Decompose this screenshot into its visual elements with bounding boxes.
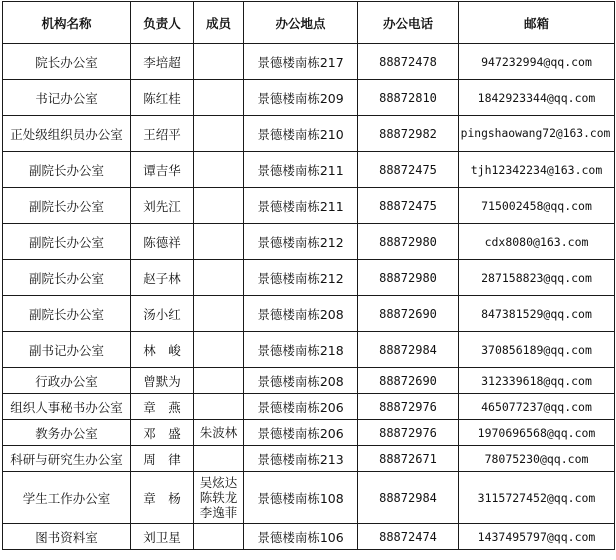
cell-location: 景德楼南栋208 <box>244 296 358 332</box>
cell-phone: 88872475 <box>358 188 459 224</box>
cell-location: 景德楼南栋206 <box>244 420 358 446</box>
cell-head: 刘先江 <box>131 188 194 224</box>
table-row <box>3 44 615 80</box>
cell-head: 陈红桂 <box>131 80 194 116</box>
cell-members <box>194 44 244 80</box>
cell-org: 学生工作办公室 <box>3 472 131 524</box>
header-row <box>3 2 615 44</box>
cell-org: 书记办公室 <box>3 80 131 116</box>
cell-members <box>194 80 244 116</box>
header-org: 机构名称 <box>3 2 131 44</box>
cell-members <box>194 260 244 296</box>
cell-members <box>194 332 244 368</box>
cell-email: 465077237@qq.com <box>459 394 615 420</box>
cell-location: 景德楼南栋208 <box>244 368 358 394</box>
cell-org: 副院长办公室 <box>3 296 131 332</box>
cell-org: 图书资料室 <box>3 524 131 550</box>
cell-location: 景德楼南栋212 <box>244 260 358 296</box>
cell-org: 正处级组织员办公室 <box>3 116 131 152</box>
cell-org: 院长办公室 <box>3 44 131 80</box>
cell-members <box>194 394 244 420</box>
cell-location: 景德楼南栋108 <box>244 472 358 524</box>
cell-location: 景德楼南栋106 <box>244 524 358 550</box>
cell-location: 景德楼南栋209 <box>244 80 358 116</box>
cell-head: 汤小红 <box>131 296 194 332</box>
cell-location: 景德楼南栋218 <box>244 332 358 368</box>
cell-head: 周 律 <box>131 446 194 472</box>
cell-head: 李培超 <box>131 44 194 80</box>
header-location: 办公地点 <box>244 2 358 44</box>
cell-email: 1842923344@qq.com <box>459 80 615 116</box>
cell-email: pingshaowang72@163.com <box>459 116 615 152</box>
table-row <box>3 394 615 420</box>
cell-email: 1970696568@qq.com <box>459 420 615 446</box>
cell-members <box>194 368 244 394</box>
cell-org: 副院长办公室 <box>3 188 131 224</box>
cell-phone: 88872478 <box>358 44 459 80</box>
cell-location: 景德楼南栋211 <box>244 152 358 188</box>
cell-phone: 88872690 <box>358 296 459 332</box>
cell-location: 景德楼南栋210 <box>244 116 358 152</box>
cell-head: 谭吉华 <box>131 152 194 188</box>
cell-org: 行政办公室 <box>3 368 131 394</box>
cell-phone: 88872475 <box>358 152 459 188</box>
member-name: 陈轶龙 <box>199 490 238 505</box>
cell-phone: 88872982 <box>358 116 459 152</box>
member-name: 朱波林 <box>199 425 238 440</box>
cell-location: 景德楼南栋213 <box>244 446 358 472</box>
cell-email: 1437495797@qq.com <box>459 524 615 550</box>
cell-email: 3115727452@qq.com <box>459 472 615 524</box>
cell-phone: 88872671 <box>358 446 459 472</box>
cell-members <box>194 296 244 332</box>
cell-members <box>194 152 244 188</box>
cell-org: 教务办公室 <box>3 420 131 446</box>
cell-head: 章 杨 <box>131 472 194 524</box>
cell-email: 947232994@qq.com <box>459 44 615 80</box>
cell-members <box>194 472 244 524</box>
cell-head: 刘卫星 <box>131 524 194 550</box>
header-phone: 办公电话 <box>358 2 459 44</box>
cell-phone: 88872810 <box>358 80 459 116</box>
cell-email: tjh12342234@163.com <box>459 152 615 188</box>
table-row <box>3 332 615 368</box>
cell-org: 组织人事秘书办公室 <box>3 394 131 420</box>
cell-members <box>194 446 244 472</box>
table-row <box>3 524 615 550</box>
table-row <box>3 420 615 446</box>
table-row <box>3 472 615 524</box>
cell-email: 312339618@qq.com <box>459 368 615 394</box>
table-row <box>3 152 615 188</box>
table-row <box>3 296 615 332</box>
cell-email: 78075230@qq.com <box>459 446 615 472</box>
cell-head: 曾默为 <box>131 368 194 394</box>
member-name: 吴炫达 <box>199 475 238 490</box>
table-row <box>3 80 615 116</box>
office-directory-table <box>2 1 615 550</box>
cell-phone: 88872690 <box>358 368 459 394</box>
cell-org: 副院长办公室 <box>3 224 131 260</box>
table-row <box>3 116 615 152</box>
cell-phone: 88872976 <box>358 420 459 446</box>
table-row <box>3 260 615 296</box>
cell-phone: 88872474 <box>358 524 459 550</box>
cell-members <box>194 188 244 224</box>
cell-location: 景德楼南栋206 <box>244 394 358 420</box>
cell-phone: 88872984 <box>358 472 459 524</box>
table-row <box>3 224 615 260</box>
cell-members <box>194 524 244 550</box>
table-row <box>3 368 615 394</box>
table-row <box>3 446 615 472</box>
cell-org: 科研与研究生办公室 <box>3 446 131 472</box>
cell-head: 邓 盛 <box>131 420 194 446</box>
cell-head: 林 峻 <box>131 332 194 368</box>
header-members: 成员 <box>194 2 244 44</box>
table-body <box>3 44 615 550</box>
cell-phone: 88872976 <box>358 394 459 420</box>
header-head: 负责人 <box>131 2 194 44</box>
cell-email: cdx8080@163.com <box>459 224 615 260</box>
cell-head: 王绍平 <box>131 116 194 152</box>
cell-head: 赵子林 <box>131 260 194 296</box>
table-row <box>3 188 615 224</box>
header-email: 邮箱 <box>459 2 615 44</box>
cell-email: 715002458@qq.com <box>459 188 615 224</box>
cell-phone: 88872984 <box>358 332 459 368</box>
cell-org: 副院长办公室 <box>3 152 131 188</box>
cell-email: 847381529@qq.com <box>459 296 615 332</box>
cell-org: 副院长办公室 <box>3 260 131 296</box>
cell-phone: 88872980 <box>358 224 459 260</box>
member-name: 李逸菲 <box>199 505 238 520</box>
cell-head: 陈德祥 <box>131 224 194 260</box>
cell-email: 370856189@qq.com <box>459 332 615 368</box>
cell-phone: 88872980 <box>358 260 459 296</box>
cell-location: 景德楼南栋217 <box>244 44 358 80</box>
cell-members <box>194 224 244 260</box>
cell-members <box>194 420 244 446</box>
cell-members <box>194 116 244 152</box>
cell-head: 章 燕 <box>131 394 194 420</box>
cell-org: 副书记办公室 <box>3 332 131 368</box>
cell-email: 287158823@qq.com <box>459 260 615 296</box>
cell-location: 景德楼南栋212 <box>244 224 358 260</box>
cell-location: 景德楼南栋211 <box>244 188 358 224</box>
